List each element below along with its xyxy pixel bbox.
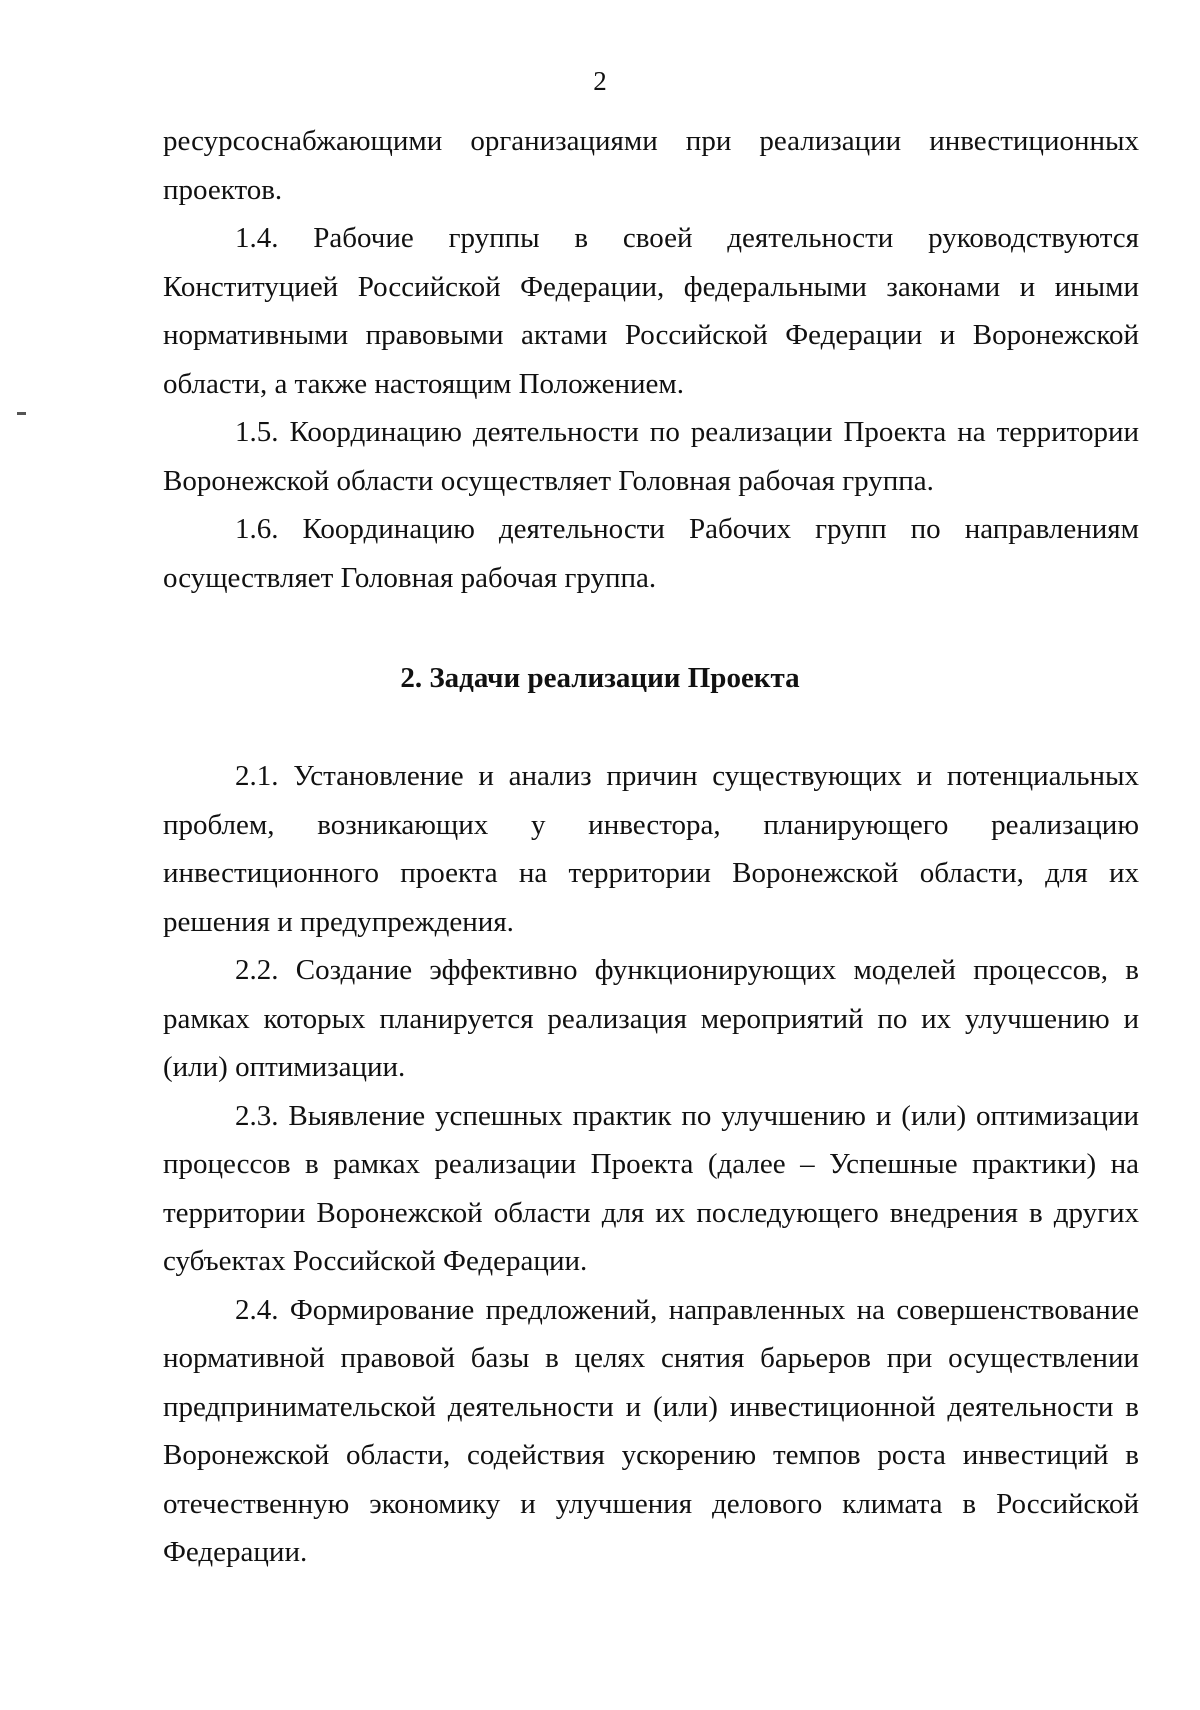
paragraph-2-1: 2.1. Установление и анализ причин существующих и потенциальных проблем, возникающих у инвестора, планирующего реализацию инвестиционного проекта на территории Воронежской области, для их решения и предупреждения.: [163, 760, 1139, 938]
page-number: 2: [593, 66, 607, 96]
paragraph-continuation: ресурсоснабжающими организациями при реализации инвестиционных проектов.: [163, 125, 1139, 206]
section-1-continuation: [163, 117, 1139, 602]
paragraph-1-6: 1.6. Координацию деятельности Рабочих групп по направлениям осуществляет Головная рабочая группа.: [163, 513, 1139, 594]
paragraph-2-4: 2.4. Формирование предложений, направленных на совершенствование нормативной правовой базы в целях снятия барьеров при осуществлении предпринимательской деятельности и (или) инвестиционной деятельности в Воронежской области, содействия ускорению темпов роста инвестиций в отечественную экономику и улучшения делового климата в Российской Федерации.: [163, 1293, 1139, 1568]
paragraph-2-2: 2.2. Создание эффективно функционирующих моделей процессов, в рамках которых планируется реализация мероприятий по их улучшению и (или) оптимизации.: [163, 954, 1139, 1083]
paragraph-2-3: 2.3. Выявление успешных практик по улучшению и (или) оптимизации процессов в рамках реализации Проекта (далее – Успешные практики) на территории Воронежской области для их последующего внедрения в других субъектах Российской Федерации.: [163, 1099, 1139, 1277]
paragraph-1-5: 1.5. Координацию деятельности по реализации Проекта на территории Воронежской области осуществляет Головная рабочая группа.: [163, 416, 1139, 497]
section-2-body: [163, 752, 1139, 1577]
paragraph-1-4: 1.4. Рабочие группы в своей деятельности руководствуются Конституцией Российской Федерации, федеральными законами и иными нормативными правовыми актами Российской Федерации и Воронежской области, а также настоящим Положением.: [163, 222, 1139, 400]
scan-margin-mark: [17, 412, 26, 415]
section-2-heading: 2. Задачи реализации Проекта: [400, 662, 800, 694]
